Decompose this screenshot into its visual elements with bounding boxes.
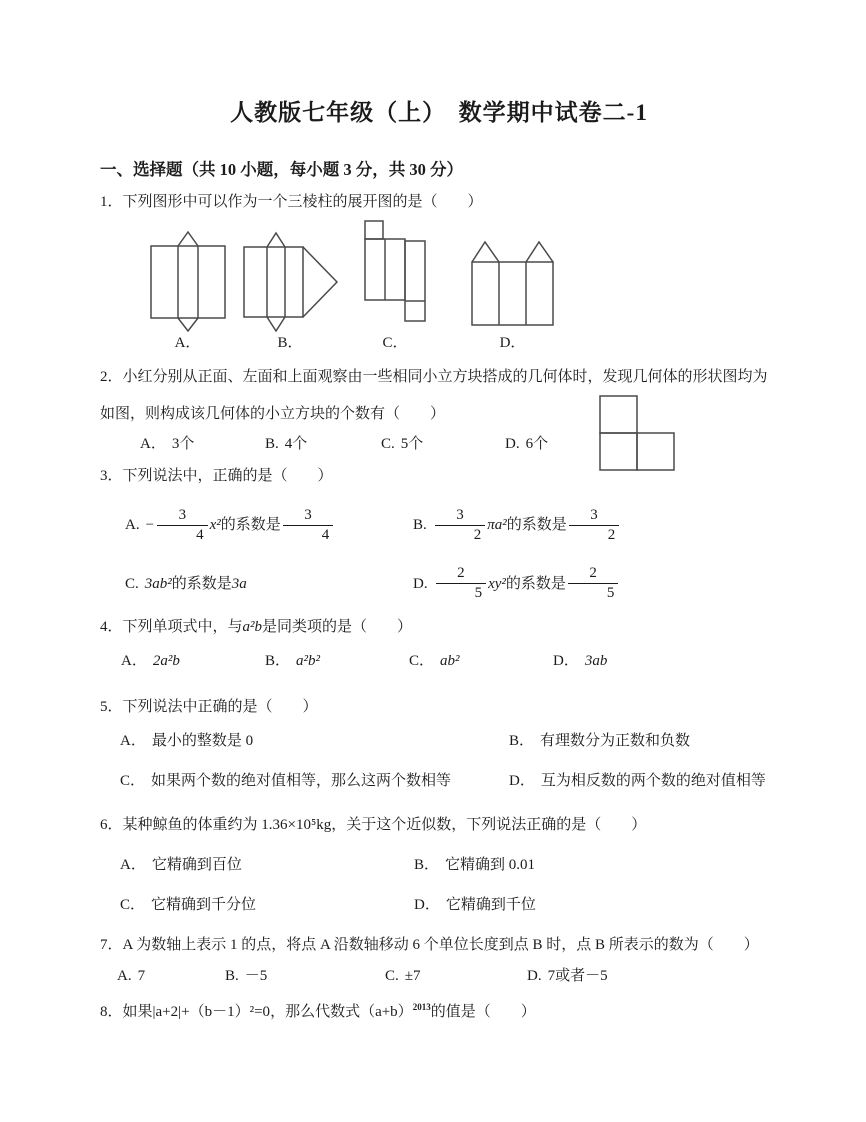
option-d xyxy=(413,561,620,606)
question-5 xyxy=(100,696,778,792)
page-title: 人教版七年级（上） 数学期中试卷二-1 xyxy=(230,100,648,125)
option-a xyxy=(121,650,265,672)
question-1 xyxy=(100,191,778,351)
question-stem: 2．小红分别从正面、左面和上面观察由一些相同小立方块搭成的几何体时，发现几何体的形状图均为如图，则构成该几何体的小立方块的个数有（ ） xyxy=(100,369,768,422)
option-b xyxy=(225,965,385,987)
math-term: x² xyxy=(209,517,221,533)
option-text: 7或者－5 xyxy=(547,968,608,984)
option-label: D. xyxy=(413,575,428,592)
option-label: A． xyxy=(140,436,166,452)
prism-net-a-figure xyxy=(145,230,230,332)
options-row xyxy=(100,894,778,916)
option-text: 的系数是 xyxy=(171,575,232,592)
figure-label: C． xyxy=(382,335,408,351)
option-label: B． xyxy=(265,653,291,669)
option-label: A． xyxy=(120,857,146,873)
option-d xyxy=(505,433,548,455)
question-stem: 4．下列单项式中，与a²b是同类项的是（ ） xyxy=(100,619,413,635)
question-4 xyxy=(100,616,778,672)
fraction: $\frac{3}{4}$ xyxy=(283,506,334,545)
option-text: 7 xyxy=(137,968,146,984)
option-a xyxy=(120,854,414,876)
option-text: 它精确到 0.01 xyxy=(445,857,536,873)
option-c xyxy=(385,965,527,987)
options-row xyxy=(100,650,778,672)
option-d xyxy=(509,770,766,792)
cube-stack-view-figure xyxy=(598,394,676,474)
option-a xyxy=(125,499,413,551)
question-stem: 6．某种鲸鱼的体重约为 1.36×10⁵kg，关于这个近似数，下列说法正确的是（ ） xyxy=(100,817,647,833)
option-label: C. xyxy=(125,575,139,592)
fraction: $\frac{3}{2}$ xyxy=(435,506,486,545)
q1-figure-b xyxy=(240,230,340,351)
question-stem: 7．A 为数轴上表示 1 的点，将点 A 沿数轴移动 6 个单位长度到点 B 时，点 B 所表示的数为（ ） xyxy=(100,937,759,953)
math-term: 1.36×10⁵kg xyxy=(261,817,332,833)
option-d xyxy=(414,894,536,916)
option-text: a²b² xyxy=(296,653,321,669)
option-text: 互为相反数的两个数的绝对值相等 xyxy=(540,773,766,789)
option-text: 2a²b xyxy=(152,653,180,669)
option-text: 它精确到百位 xyxy=(151,857,242,873)
math-term: a²b xyxy=(242,619,263,635)
option-text: 它精确到千分位 xyxy=(151,897,257,913)
option-label: C. xyxy=(381,436,395,452)
option-c xyxy=(120,770,509,792)
option-text: 3个 xyxy=(171,436,195,452)
option-text: 它精确到千位 xyxy=(445,897,536,913)
option-text: 如果两个数的绝对值相等，那么这两个数相等 xyxy=(151,773,452,789)
q1-figure-a xyxy=(145,230,230,351)
option-b xyxy=(414,854,535,876)
options-row xyxy=(100,730,778,752)
fraction: $\frac{2}{5}$ xyxy=(568,564,619,603)
option-c xyxy=(125,561,413,606)
prism-net-c-figure xyxy=(360,220,430,332)
question-2 xyxy=(100,359,778,455)
option-text: 的系数是 xyxy=(220,517,281,533)
option-text: 的系数是 xyxy=(505,575,566,592)
option-d xyxy=(553,650,607,672)
option-label: B． xyxy=(414,857,440,873)
math-term: πa² xyxy=(487,517,507,533)
option-text: 6个 xyxy=(525,436,549,452)
option-label: B. xyxy=(225,968,239,984)
option-label: D. xyxy=(527,968,542,984)
option-b xyxy=(413,499,621,551)
options-row xyxy=(100,561,778,606)
question-7 xyxy=(100,934,778,987)
options-row xyxy=(100,854,778,876)
figure-label: B． xyxy=(277,335,303,351)
option-label: A. xyxy=(117,968,132,984)
q1-figure-c xyxy=(360,220,430,351)
math-term: 3ab² xyxy=(144,575,172,592)
figure-label: A． xyxy=(174,335,201,351)
option-label: B. xyxy=(265,436,279,452)
option-a xyxy=(117,965,225,987)
option-b xyxy=(265,433,381,455)
math-term: |a+2|+（b－1）²=0 xyxy=(152,1004,271,1020)
option-text: ±7 xyxy=(404,968,421,984)
fraction: $\frac{3}{4}$ xyxy=(157,506,208,545)
prism-net-d-figure xyxy=(465,236,560,332)
option-text: 的系数是 xyxy=(506,517,567,533)
fraction: $\frac{3}{2}$ xyxy=(569,506,620,545)
option-label: D． xyxy=(553,653,579,669)
q1-figures-row xyxy=(100,220,778,351)
option-c xyxy=(381,433,505,455)
option-label: B. xyxy=(413,517,427,533)
option-label: D. xyxy=(505,436,520,452)
figure-label: D． xyxy=(499,335,526,351)
option-label: D． xyxy=(414,897,440,913)
option-label: C. xyxy=(385,968,399,984)
option-a xyxy=(140,433,265,455)
option-label: C． xyxy=(409,653,435,669)
option-text: －5 xyxy=(244,968,268,984)
question-stem: 1．下列图形中可以作为一个三棱柱的展开图的是（ ） xyxy=(100,194,483,210)
question-8 xyxy=(100,996,778,1023)
option-c xyxy=(409,650,553,672)
fraction: $\frac{2}{5}$ xyxy=(436,564,487,603)
option-text: 最小的整数是 0 xyxy=(151,733,254,749)
math-term: 3a xyxy=(231,575,247,592)
question-stem: 5．下列说法中正确的是（ ） xyxy=(100,699,318,715)
options-row xyxy=(100,770,778,792)
option-label: A． xyxy=(121,653,147,669)
option-label: C． xyxy=(120,773,146,789)
option-text: ab² xyxy=(440,653,460,669)
question-stem: 8．如果|a+2|+（b－1）²=0，那么代数式$(a+b)^{2013}$的值是（ ） xyxy=(100,1002,536,1020)
option-label: D． xyxy=(509,773,535,789)
option-c xyxy=(120,894,414,916)
prism-net-b-figure xyxy=(240,230,340,332)
question-stem: 3．下列说法中，正确的是（ ） xyxy=(100,468,333,484)
option-b xyxy=(265,650,409,672)
options-row xyxy=(100,965,778,987)
options-row xyxy=(100,433,778,455)
q1-figure-d xyxy=(465,236,560,351)
question-3 xyxy=(100,465,778,606)
question-6 xyxy=(100,814,778,916)
options-row xyxy=(100,499,778,551)
math-term: xy² xyxy=(488,575,506,592)
option-text: 3ab xyxy=(584,653,608,669)
exponent: 2013 xyxy=(412,1002,431,1012)
option-text: 有理数分为正数和负数 xyxy=(540,733,691,749)
option-label: A. xyxy=(125,517,140,533)
section-heading: 一、选择题（共 10 小题，每小题 3 分，共 30 分） xyxy=(100,160,463,179)
option-text: 4个 xyxy=(284,436,308,452)
minus-sign: − xyxy=(145,517,155,533)
option-label: C． xyxy=(120,897,146,913)
option-d xyxy=(527,965,608,987)
option-b xyxy=(509,730,690,752)
option-a xyxy=(120,730,509,752)
option-text: 5个 xyxy=(400,436,424,452)
option-label: A． xyxy=(120,733,146,749)
option-label: B． xyxy=(509,733,535,749)
